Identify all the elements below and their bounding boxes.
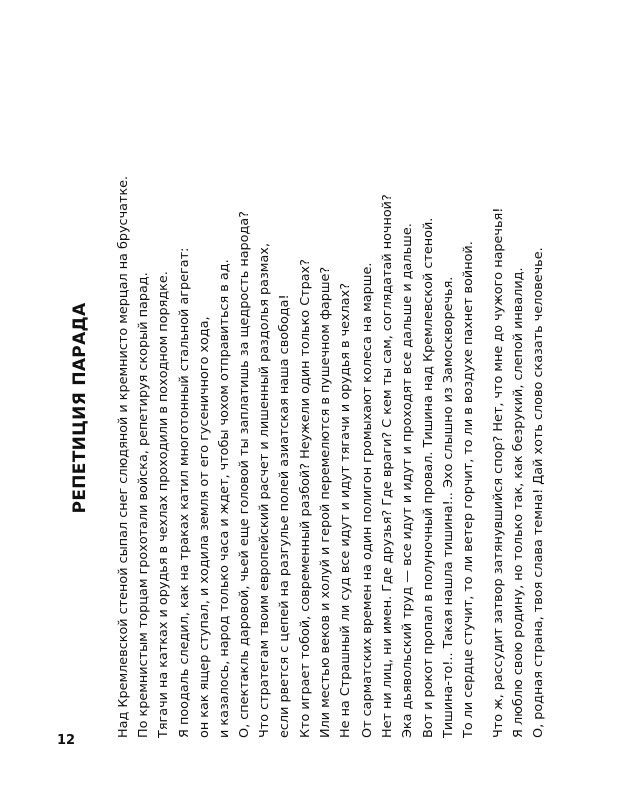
poem-line: Не на Страшный ли суд все идут и идут тягачи и орудья в чехлах? xyxy=(338,282,354,738)
poem-line: О, родная страна, твоя слава темна! Дай хоть слово сказать человечье. xyxy=(531,247,547,738)
poem-line: если рвется с цепей на разгулье полей азиатская наша свобода! xyxy=(277,294,293,738)
poem-line: Или местью веков и холуй и герой перемелются в пушечном фарше? xyxy=(317,266,333,738)
poem-line: он как ящер ступал, и ходила земля от его гусеничного хода, xyxy=(196,316,212,738)
poem-line: От сарматских времен на один полигон громыхают колеса на марше. xyxy=(360,262,375,738)
poem-line: Эка дьявольский труд — все идут и идут и проходят все дальше и дальше. xyxy=(400,223,416,738)
poem-line: По кремнистым торцам грохотали войска, репетируя скорый парад. xyxy=(136,272,152,738)
rotated-poem-block xyxy=(52,78,582,738)
poem-line: Тягачи на катках и орудья в чехлах проходили в походном порядке. xyxy=(156,271,172,738)
poem-line: Нет ни лиц, ни имен. Где друзья? Где враги? С кем ты сам, соглядатай ночной? xyxy=(380,194,396,738)
poem-line: Над Кремлевской стеной сыпал снег слюдяной и кремнисто мерцал на брусчатке. xyxy=(116,175,131,738)
page-number: 12 xyxy=(57,733,76,748)
poem-line: Что стратегам твоим европейский расчет и лишенный раздолья размах, xyxy=(257,243,273,738)
stanza-1 xyxy=(114,78,235,738)
poem-line: Что ж, рассудит затвор затянувшийся спор? Нет, что мне до чужого наречья! xyxy=(491,207,506,738)
poem-line: Я поодаль следил, как на траках катил многотонный стальной агрегат: xyxy=(176,247,192,738)
stanza-2 xyxy=(235,78,356,738)
poem-line: О, спектакль даровой, чьей еще головой ты заплатишь за щедрость народа? xyxy=(237,211,252,738)
stanza-3 xyxy=(358,78,479,738)
poem-title: РЕПЕТИЦИЯ ПАРАДА xyxy=(70,302,90,514)
poem-line: Тишина-то!.. Такая нашла тишина!.. Эхо слышно из Замоскворечья. xyxy=(440,276,456,738)
poem-line: То ли сердце стучит, то ли ветер горчит, то ли в воздухе пахнет войной. xyxy=(461,241,477,738)
poem-line: и казалось, народ только часа и ждет, чтобы чохом отправиться в ад. xyxy=(217,259,233,738)
poem-line: Вот и рокот пропал в полуночный провал. Тишина над Кремлевской стеной. xyxy=(420,217,436,738)
poem-line: Я люблю свою родину, но только так, как безрукий, слепой инвалид. xyxy=(511,267,527,738)
poem-line: Кто играет тобой, современный разбой? Неужели один только Страх? xyxy=(297,259,313,738)
stanza-4 xyxy=(489,78,550,738)
